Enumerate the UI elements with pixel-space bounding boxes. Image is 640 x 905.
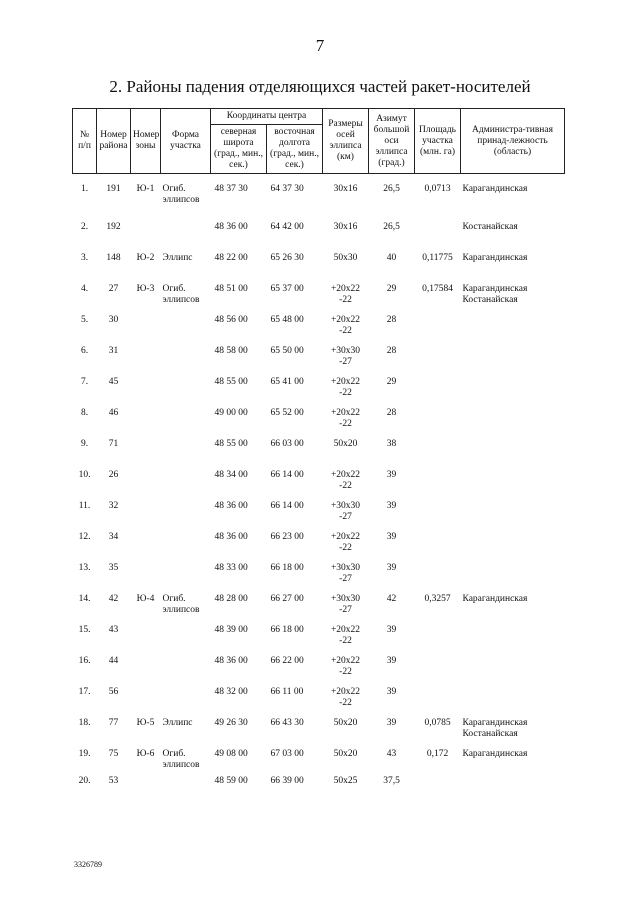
row-lat: 48 51 00 [214,284,248,294]
row-form [161,501,211,532]
row-lon: 64 37 30 [270,184,304,194]
row-lat: 48 55 00 [214,377,248,387]
row-form [161,563,211,594]
row-size: 30x16 [333,222,358,232]
row-zone: Ю-2 [136,253,155,263]
row-num: 18. [78,718,91,728]
row-area: 77 [108,718,119,728]
row-square [415,687,461,718]
row-zone [131,470,161,501]
row-area: 32 [108,501,119,511]
row-area: 26 [108,470,119,480]
row-num: 5. [80,315,89,325]
table-row [73,776,565,807]
row-lon: 66 03 00 [270,439,304,449]
row-num: 14. [78,594,91,604]
row-lon: 66 18 00 [270,625,304,635]
row-zone [131,501,161,532]
row-area: 192 [106,222,121,232]
table-row [73,470,565,501]
row-zone: Ю-6 [136,749,155,759]
row-num: 19. [78,749,91,759]
table-row [73,687,565,718]
row-azimuth: 42 [386,594,397,604]
row-lat: 48 36 00 [214,501,248,511]
row-azimuth: 28 [386,315,397,325]
row-lat: 48 32 00 [214,687,248,697]
row-admin: Карагандинская [462,253,528,263]
row-square [415,315,461,346]
row-size: +20x22 -22 [330,625,361,646]
row-num: 4. [80,284,89,294]
row-num: 6. [80,346,89,356]
table-body [73,174,565,808]
row-lon: 66 43 30 [270,718,304,728]
row-lat: 48 59 00 [214,776,248,786]
row-area: 45 [108,377,119,387]
row-area: 46 [108,408,119,418]
row-area: 56 [108,687,119,697]
row-lon: 66 39 00 [270,776,304,786]
row-lon: 65 26 30 [270,253,304,263]
row-size: 50x20 [333,439,358,449]
row-size: +20x22 -22 [330,315,361,336]
row-square [415,656,461,687]
row-form [161,315,211,346]
col-header-lat: северная широта (град., мин., сек.) [211,125,267,174]
row-azimuth: 39 [386,501,397,511]
table-row [73,594,565,625]
row-size: +20x22 -22 [330,377,361,398]
row-square [415,377,461,408]
table-row [73,532,565,563]
row-size: 50x20 [333,718,358,728]
row-lat: 48 33 00 [214,563,248,573]
row-azimuth: 39 [386,656,397,666]
table-row [73,377,565,408]
row-num: 16. [78,656,91,666]
row-form [161,222,211,253]
row-lon: 65 50 00 [270,346,304,356]
row-azimuth: 28 [386,346,397,356]
table-row [73,563,565,594]
row-num: 2. [80,222,89,232]
row-zone [131,532,161,563]
row-zone [131,687,161,718]
row-area: 75 [108,749,119,759]
row-num: 9. [80,439,89,449]
row-lat: 48 56 00 [214,315,248,325]
row-azimuth: 39 [386,687,397,697]
row-area: 148 [106,253,121,263]
row-square [415,501,461,532]
row-lon: 65 37 00 [270,284,304,294]
row-admin [461,776,565,807]
table-row [73,656,565,687]
row-num: 1. [80,184,89,194]
row-size: +20x22 -22 [330,408,361,429]
row-square [415,625,461,656]
fall-areas-table [72,108,565,807]
row-azimuth: 26,5 [383,222,400,232]
row-lon: 66 11 00 [270,687,304,697]
row-size: 30x16 [333,184,358,194]
row-square: 0,172 [426,749,449,759]
row-lon: 65 48 00 [270,315,304,325]
row-lat: 48 34 00 [214,470,248,480]
row-lat: 48 55 00 [214,439,248,449]
row-size: +20x22 -22 [330,470,361,491]
row-zone: Ю-4 [136,594,155,604]
footer-code: 3326789 [74,860,102,869]
table-row [73,408,565,439]
row-azimuth: 37,5 [383,776,400,786]
row-lat: 48 58 00 [214,346,248,356]
row-size: +30x30 -27 [330,594,361,615]
row-azimuth: 39 [386,470,397,480]
row-zone: Ю-5 [136,718,155,728]
row-lat: 48 22 00 [214,253,248,263]
row-admin: Карагандинская [462,749,528,759]
row-square: 0,0785 [424,718,451,728]
col-header-lon: восточная долгота (град., мин., сек.) [267,125,323,174]
row-zone [131,776,161,807]
row-lon: 66 23 00 [270,532,304,542]
row-admin [461,625,565,656]
col-header-num: № п/п [73,109,97,174]
table-row [73,222,565,253]
row-form: Огиб. эллипсов [162,749,200,770]
row-num: 17. [78,687,91,697]
row-form [161,625,211,656]
row-square: 0,0713 [424,184,451,194]
row-zone [131,222,161,253]
col-header-size: Размеры осей эллипса (км) [323,109,369,174]
row-admin [461,439,565,470]
row-square [415,346,461,377]
row-zone [131,346,161,377]
row-lon: 67 03 00 [270,749,304,759]
row-admin: Карагандинская [462,184,528,194]
row-area: 34 [108,532,119,542]
row-zone [131,625,161,656]
row-admin: Карагандинская [462,594,528,604]
row-square [415,222,461,253]
row-square: 0,11775 [422,253,453,263]
table-row [73,315,565,346]
row-lon: 65 41 00 [270,377,304,387]
row-zone [131,377,161,408]
row-zone [131,315,161,346]
row-lon: 65 52 00 [270,408,304,418]
row-form: Огиб. эллипсов [162,184,200,205]
row-zone: Ю-3 [136,284,155,294]
row-lon: 66 18 00 [270,563,304,573]
table-row [73,749,565,776]
row-square [415,408,461,439]
row-area: 44 [108,656,119,666]
row-admin [461,563,565,594]
row-square [415,563,461,594]
row-lat: 48 28 00 [214,594,248,604]
row-admin [461,470,565,501]
row-azimuth: 38 [386,439,397,449]
row-azimuth: 29 [386,284,397,294]
row-area: 42 [108,594,119,604]
row-form [161,408,211,439]
row-square: 0,3257 [424,594,451,604]
row-form [161,377,211,408]
row-form [161,470,211,501]
row-admin [461,656,565,687]
row-zone [131,563,161,594]
row-num: 10. [78,470,91,480]
row-size: +20x22 -22 [330,656,361,677]
page-title: 2. Районы падения отделяющихся частей ракет-носителей [109,77,531,96]
row-form [161,532,211,563]
row-lat: 48 36 00 [214,222,248,232]
row-size: +20x22 -22 [330,687,361,708]
row-area: 43 [108,625,119,635]
row-admin [461,315,565,346]
row-azimuth: 29 [386,377,397,387]
row-zone: Ю-1 [136,184,155,194]
row-size: 50x25 [333,776,358,786]
row-admin: Костанайская [462,222,518,232]
col-header-form: Форма участка [161,109,211,174]
page-number: 7 [315,36,325,55]
row-form [161,346,211,377]
col-header-zone: Номер зоны [131,109,161,174]
row-zone [131,439,161,470]
row-area: 191 [106,184,121,194]
col-header-coords: Координаты центра [211,109,323,125]
row-size: 50x20 [333,749,358,759]
row-admin [461,532,565,563]
row-azimuth: 39 [386,532,397,542]
row-lat: 49 26 30 [214,718,248,728]
row-num: 15. [78,625,91,635]
col-header-admin: Администра-тивная принад-лежность (область) [461,109,565,174]
col-header-area: Номер района [97,109,131,174]
row-azimuth: 40 [386,253,397,263]
table-row [73,284,565,315]
row-num: 7. [80,377,89,387]
row-azimuth: 39 [386,718,397,728]
row-lon: 66 14 00 [270,501,304,511]
row-area: 35 [108,563,119,573]
table-row [73,501,565,532]
row-form [161,776,211,807]
row-admin: Карагандинская Костанайская [462,284,528,305]
table-row [73,625,565,656]
row-size: +30x30 -27 [330,501,361,522]
row-num: 3. [80,253,89,263]
row-num: 13. [78,563,91,573]
row-area: 27 [108,284,119,294]
col-header-square: Площадь участка (млн. га) [415,109,461,174]
table-row [73,439,565,470]
table-row [73,184,565,222]
row-admin [461,687,565,718]
row-zone [131,656,161,687]
row-num: 20. [78,776,91,786]
row-azimuth: 39 [386,563,397,573]
table-row [73,346,565,377]
row-square: 0,17584 [422,284,453,294]
row-num: 11. [78,501,91,511]
row-size: 50x30 [333,253,358,263]
row-area: 71 [108,439,119,449]
row-size: +20x22 -22 [330,532,361,553]
row-lat: 49 00 00 [214,408,248,418]
row-lat: 49 08 00 [214,749,248,759]
row-azimuth: 26,5 [383,184,400,194]
row-admin [461,408,565,439]
row-admin [461,346,565,377]
row-form [161,656,211,687]
row-lon: 66 27 00 [270,594,304,604]
row-square [415,776,461,807]
row-square [415,532,461,563]
row-form: Эллипс [162,253,193,263]
row-area: 53 [108,776,119,786]
row-admin: Карагандинская Костанайская [462,718,528,739]
row-zone [131,408,161,439]
row-square [415,439,461,470]
row-area: 30 [108,315,119,325]
row-azimuth: 39 [386,625,397,635]
row-lat: 48 39 00 [214,625,248,635]
table-row [73,253,565,284]
row-lon: 64 42 00 [270,222,304,232]
row-lat: 48 36 00 [214,656,248,666]
row-lat: 48 36 00 [214,532,248,542]
row-size: +30x30 -27 [330,346,361,367]
row-form: Эллипс [162,718,193,728]
row-num: 8. [80,408,89,418]
row-azimuth: 28 [386,408,397,418]
row-form [161,687,211,718]
row-form: Огиб. эллипсов [162,594,200,615]
row-square [415,470,461,501]
row-admin [461,377,565,408]
row-num: 12. [78,532,91,542]
col-header-azimuth: Азимут большой оси эллипса (град.) [369,109,415,174]
row-size: +30x30 -27 [330,563,361,584]
row-lon: 66 22 00 [270,656,304,666]
row-lon: 66 14 00 [270,470,304,480]
row-size: +20x22 -22 [330,284,361,305]
table-row [73,718,565,749]
row-admin [461,501,565,532]
row-azimuth: 43 [386,749,397,759]
row-form [161,439,211,470]
row-lat: 48 37 30 [214,184,248,194]
row-area: 31 [108,346,119,356]
row-form: Огиб. эллипсов [162,284,200,305]
